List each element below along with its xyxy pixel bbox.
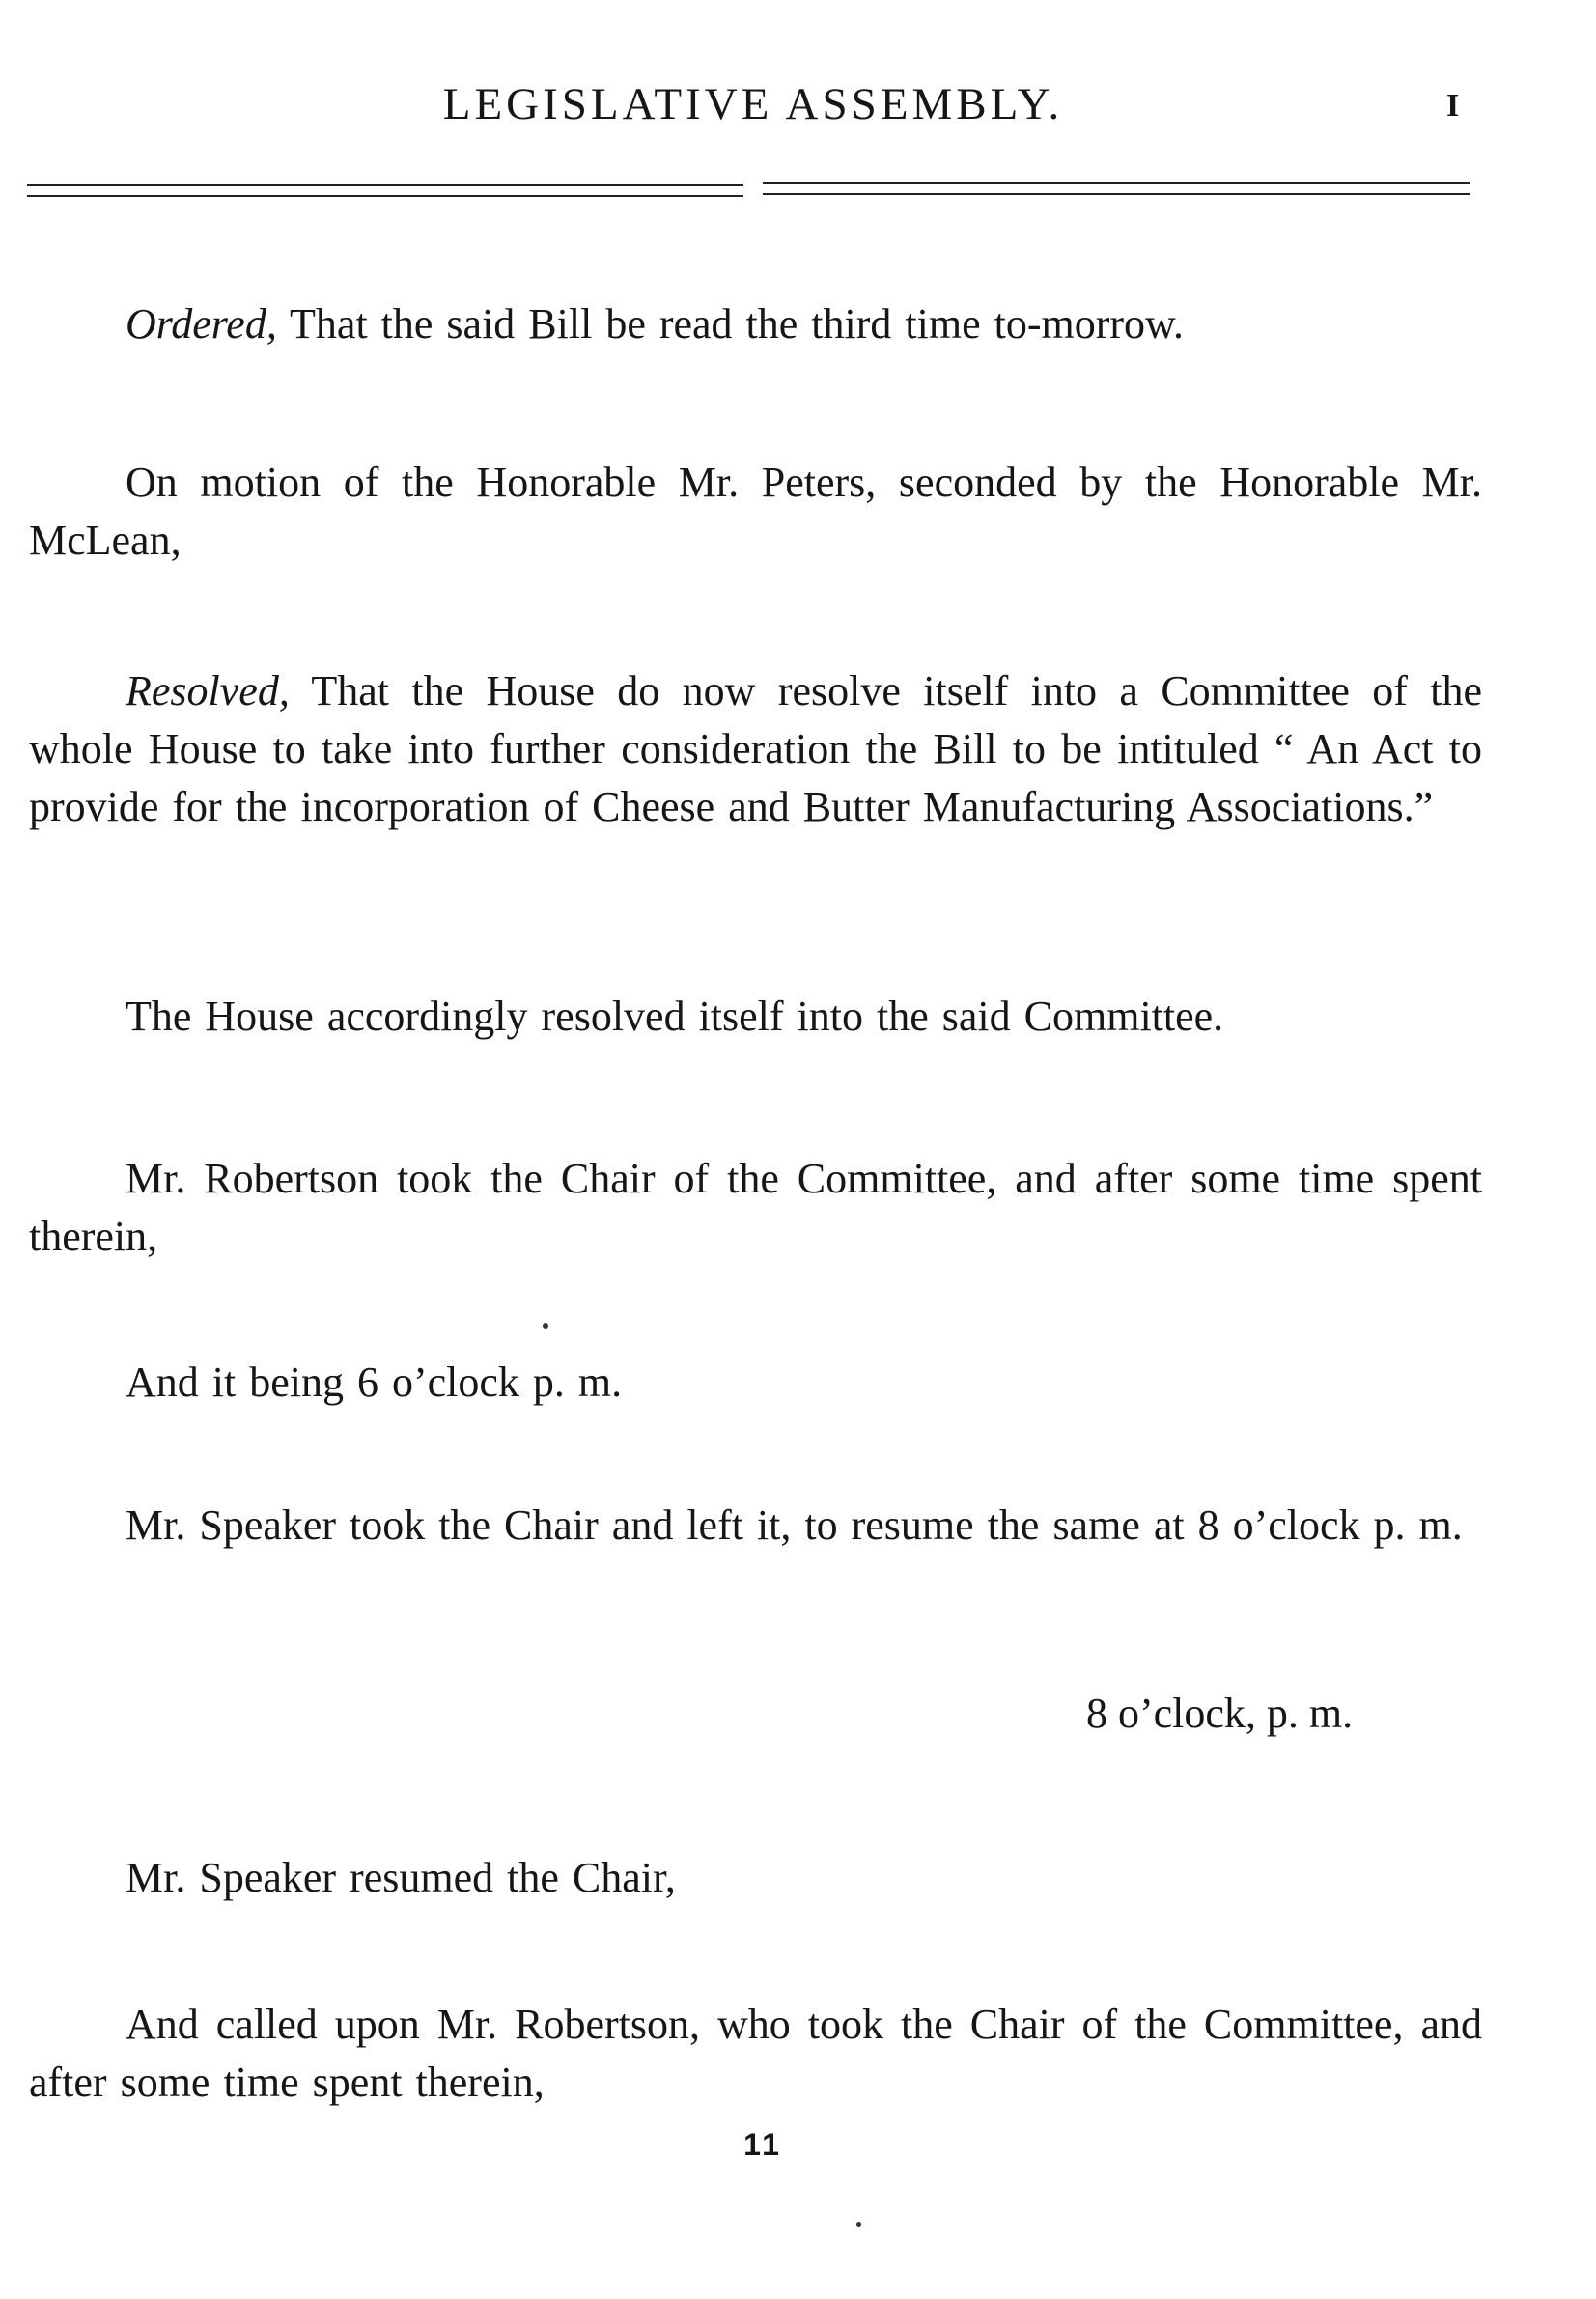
paragraph-six-oclock [29, 1354, 1482, 1412]
page-number: 11 [743, 2127, 782, 2162]
time-heading: 8 o’clock, p. m. [1086, 1690, 1354, 1737]
paragraph-lead: Resolved, [126, 667, 290, 715]
paragraph-lead: Ordered, [126, 300, 277, 348]
running-head: LEGISLATIVE ASSEMBLY. [442, 79, 1064, 129]
header-rule-left-lower [27, 195, 743, 197]
paragraph-text: And called upon Mr. Robertson, who took the Chair of the Committee, and after some time spent therein, [29, 2001, 1482, 2106]
paragraph-text: Mr. Speaker took the Chair and left it, to resume the same at 8 o’clock p. m. [126, 1501, 1463, 1549]
paragraph-ordered [29, 295, 1482, 353]
paragraph-motion [29, 454, 1482, 570]
paragraph-called-upon [29, 1996, 1482, 2112]
paragraph-speaker-resumed [29, 1849, 1482, 1907]
paragraph-house-resolved [29, 988, 1482, 1046]
print-speck [543, 1323, 548, 1329]
paragraph-resolved [29, 662, 1482, 836]
header-rule-right-lower [763, 193, 1470, 195]
paragraph-robertson-chair [29, 1150, 1482, 1266]
header-rule-right-upper [763, 182, 1470, 184]
paragraph-text: And it being 6 o’clock p. m. [126, 1359, 623, 1406]
paragraph-text: The House accordingly resolved itself into the said Committee. [126, 993, 1224, 1040]
paragraph-text: That the House do now resolve itself into a Committee of the whole House to take into further consideration the Bill to be intituled “ An Act to provide for the incorporation of Cheese and Butter Manufacturing Associations.” [29, 667, 1482, 830]
paragraph-text: That the said Bill be read the third time to-morrow. [276, 300, 1184, 348]
print-speck [856, 2222, 861, 2227]
paragraph-speaker-left [29, 1497, 1482, 1555]
paragraph-text: Mr. Speaker resumed the Chair, [126, 1854, 676, 1901]
paragraph-text: Mr. Robertson took the Chair of the Committee, and after some time spent therein, [29, 1155, 1482, 1260]
header-rule-left-upper [27, 184, 743, 186]
folio-mark: I [1446, 88, 1460, 124]
paragraph-text: On motion of the Honorable Mr. Peters, seconded by the Honorable Mr. McLean, [29, 459, 1482, 564]
